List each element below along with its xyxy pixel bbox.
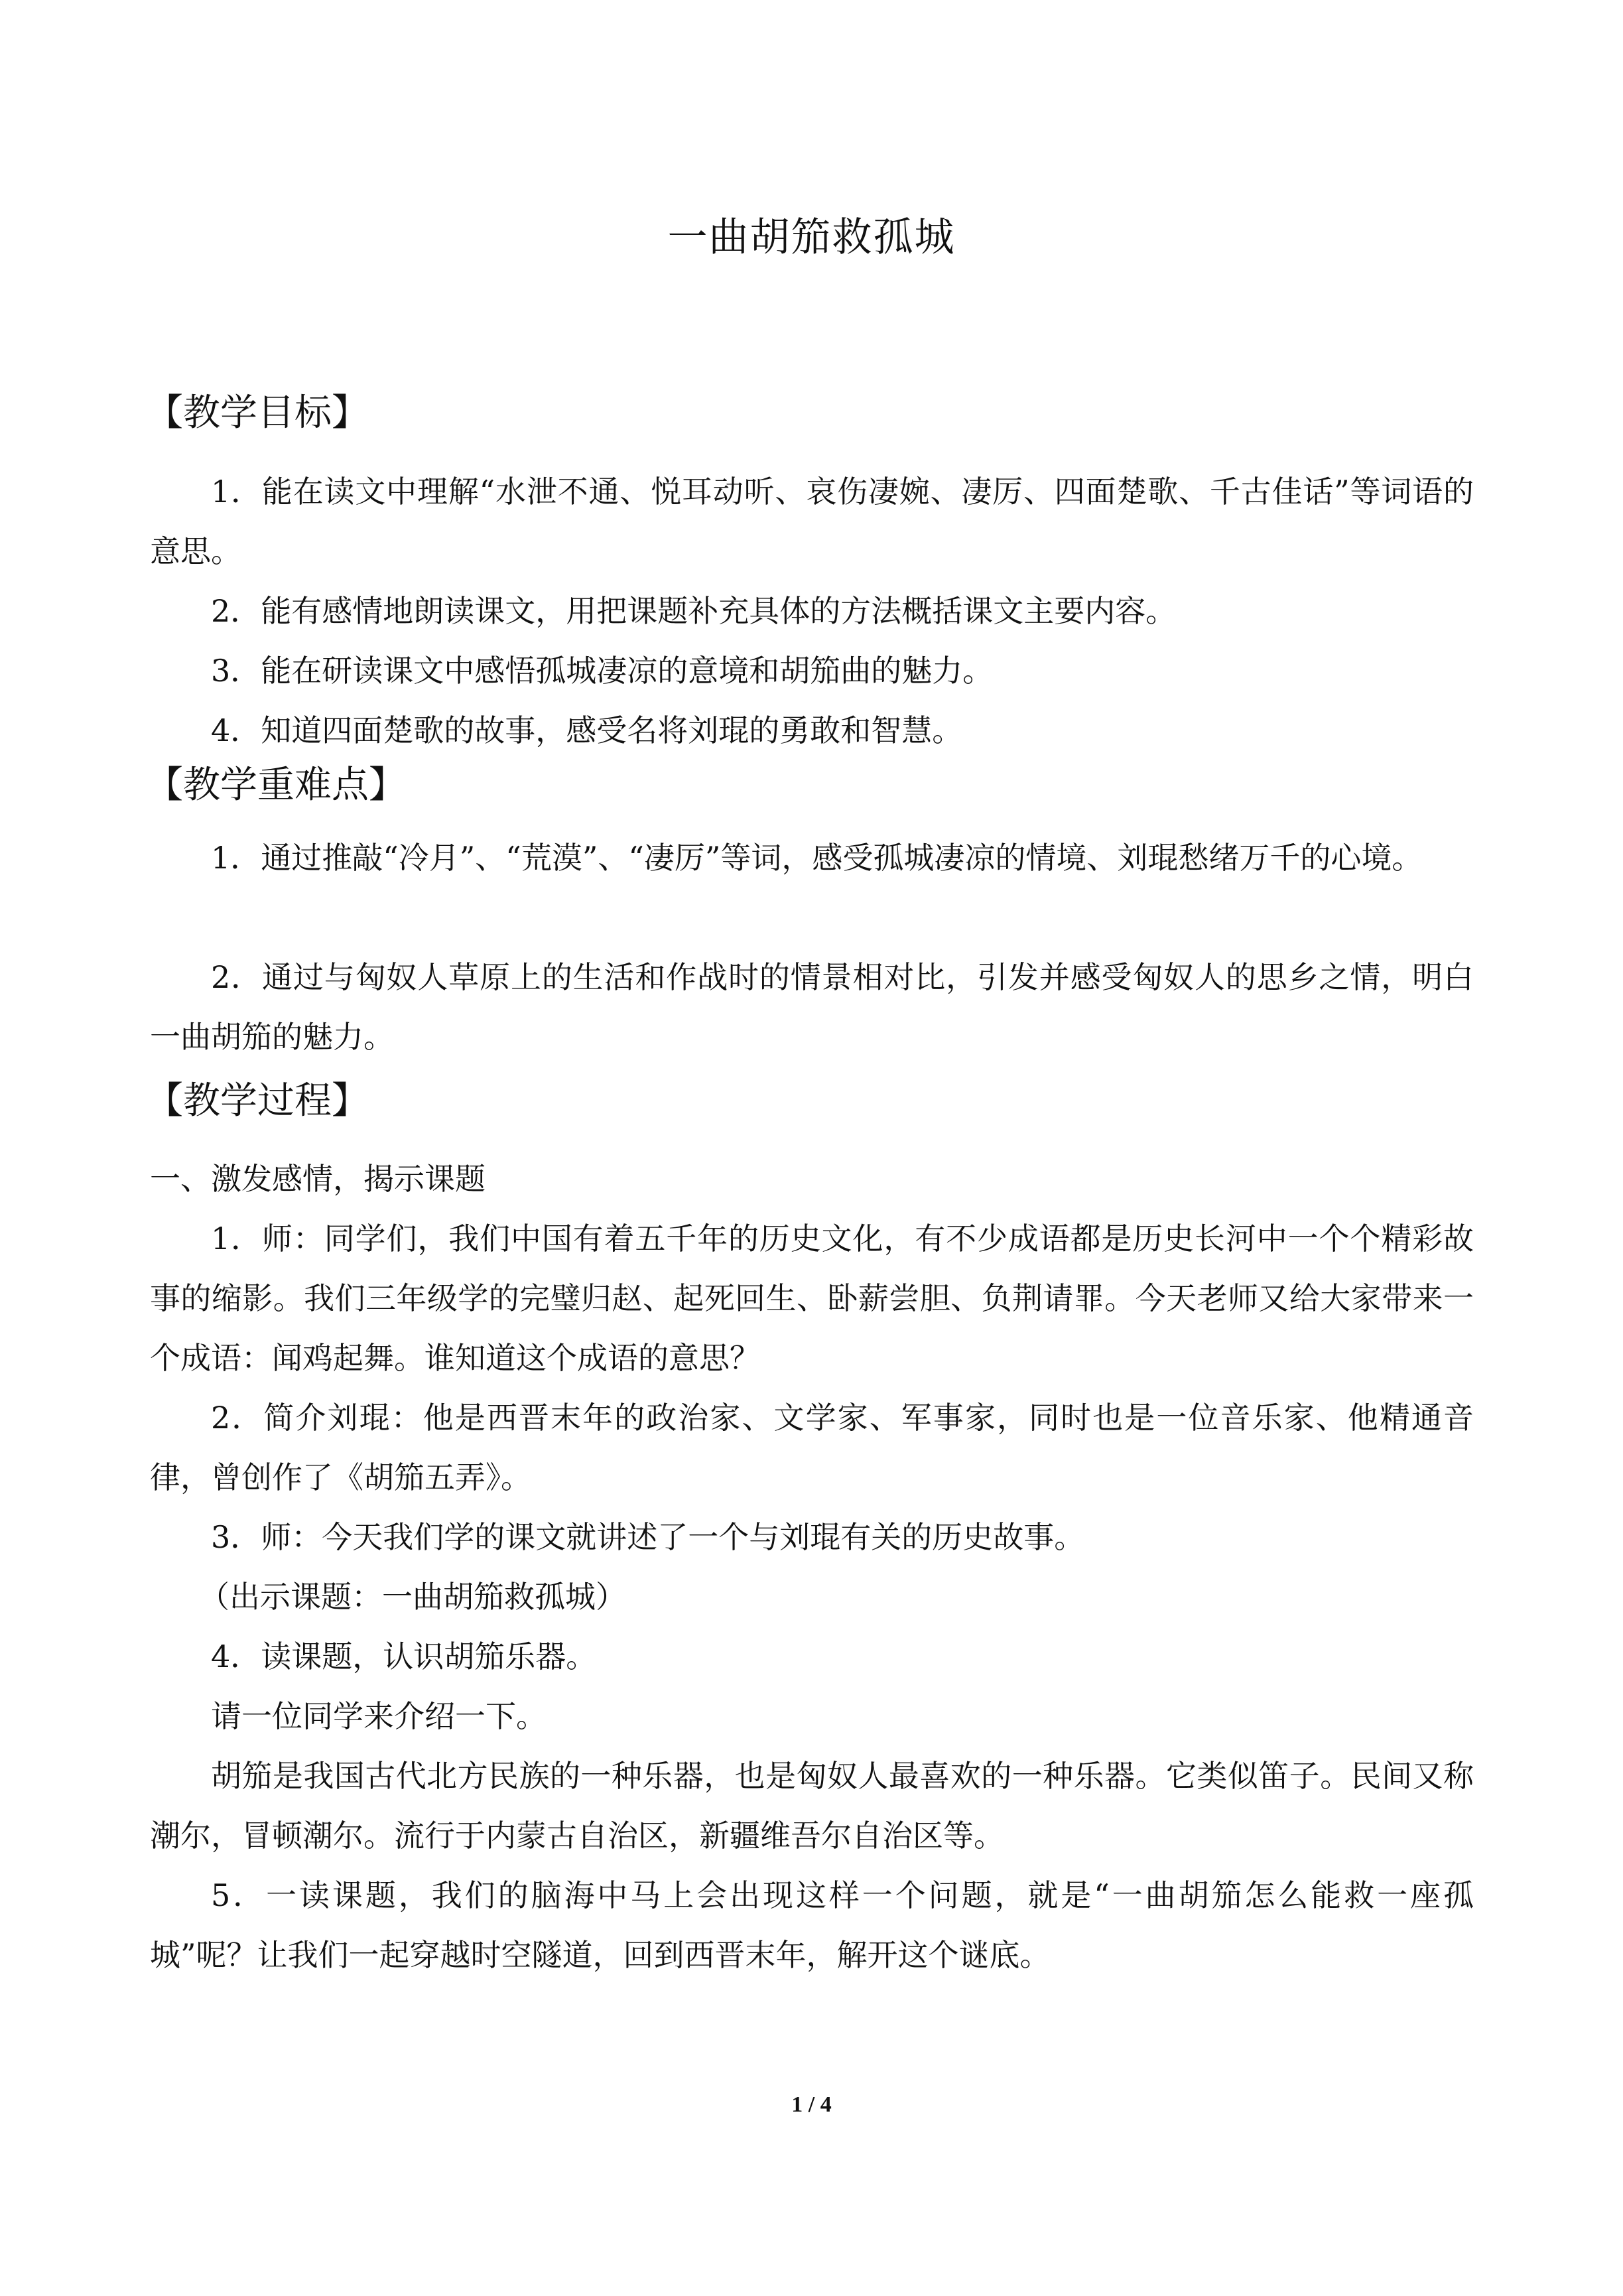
process-item-5: 5．一读课题，我们的脑海中马上会出现这样一个问题，就是“一曲胡笳怎么能救一座孤城”呢？让我们一起穿越时空隧道，回到西晋末年，解开这个谜底。	[150, 1877, 1474, 1973]
section-heading-objectives: 【教学目标】	[146, 391, 369, 435]
process-item-4: 4．读课题，认识胡笳乐器。	[211, 1639, 597, 1674]
section-heading-key-points: 【教学重难点】	[146, 764, 406, 807]
section-heading-process: 【教学过程】	[146, 1079, 369, 1122]
page-number: 1 / 4	[791, 2092, 832, 2117]
process-item-2: 2．简介刘琨：他是西晋末年的政治家、文学家、军事家，同时也是一位音乐家、他精通音律，曾创作了《胡笳五弄》。	[150, 1400, 1474, 1495]
objective-item-2: 2．能有感情地朗读课文，用把课题补充具体的方法概括课文主要内容。	[211, 593, 1177, 629]
process-item-hujia-intro: 胡笳是我国古代北方民族的一种乐器，也是匈奴人最喜欢的一种乐器。它类似笛子。民间又称潮尔，冒顿潮尔。流行于内蒙古自治区，新疆维吾尔自治区等。	[150, 1758, 1474, 1854]
objective-item-4: 4．知道四面楚歌的故事，感受名将刘琨的勇敢和智慧。	[211, 712, 963, 748]
process-item-3: 3．师：今天我们学的课文就讲述了一个与刘琨有关的历史故事。	[211, 1519, 1085, 1555]
process-item-show-title: （出示课题：一曲胡笳救孤城）	[199, 1579, 626, 1615]
key-point-item-2: 2．通过与匈奴人草原上的生活和作战时的情景相对比，引发并感受匈奴人的思乡之情，明白一曲胡笳的魅力。	[150, 959, 1474, 1055]
objective-item-1: 1．能在读文中理解“水泄不通、悦耳动听、哀伤凄婉、凄厉、四面楚歌、千古佳话”等词语的意思。	[150, 474, 1474, 569]
process-item-1: 1．师：同学们，我们中国有着五千年的历史文化，有不少成语都是历史长河中一个个精彩故事的缩影。我们三年级学的完璧归赵、起死回生、卧薪尝胆、负荆请罪。今天老师又给大家带来一个成语：闻鸡起舞。谁知道这个成语的意思？	[150, 1221, 1474, 1376]
process-subheading: 一、激发感情，揭示课题	[150, 1161, 486, 1197]
process-item-invite: 请一位同学来介绍一下。	[211, 1698, 547, 1734]
key-point-item-1: 1．通过推敲“冷月”、“荒漠”、“凄厉”等词，感受孤城凄凉的情境、刘琨愁绪万千的心境。	[211, 840, 1423, 876]
objective-item-3: 3．能在研读课文中感悟孤城凄凉的意境和胡笳曲的魅力。	[211, 653, 994, 689]
document-title: 一曲胡笳救孤城	[667, 214, 956, 261]
